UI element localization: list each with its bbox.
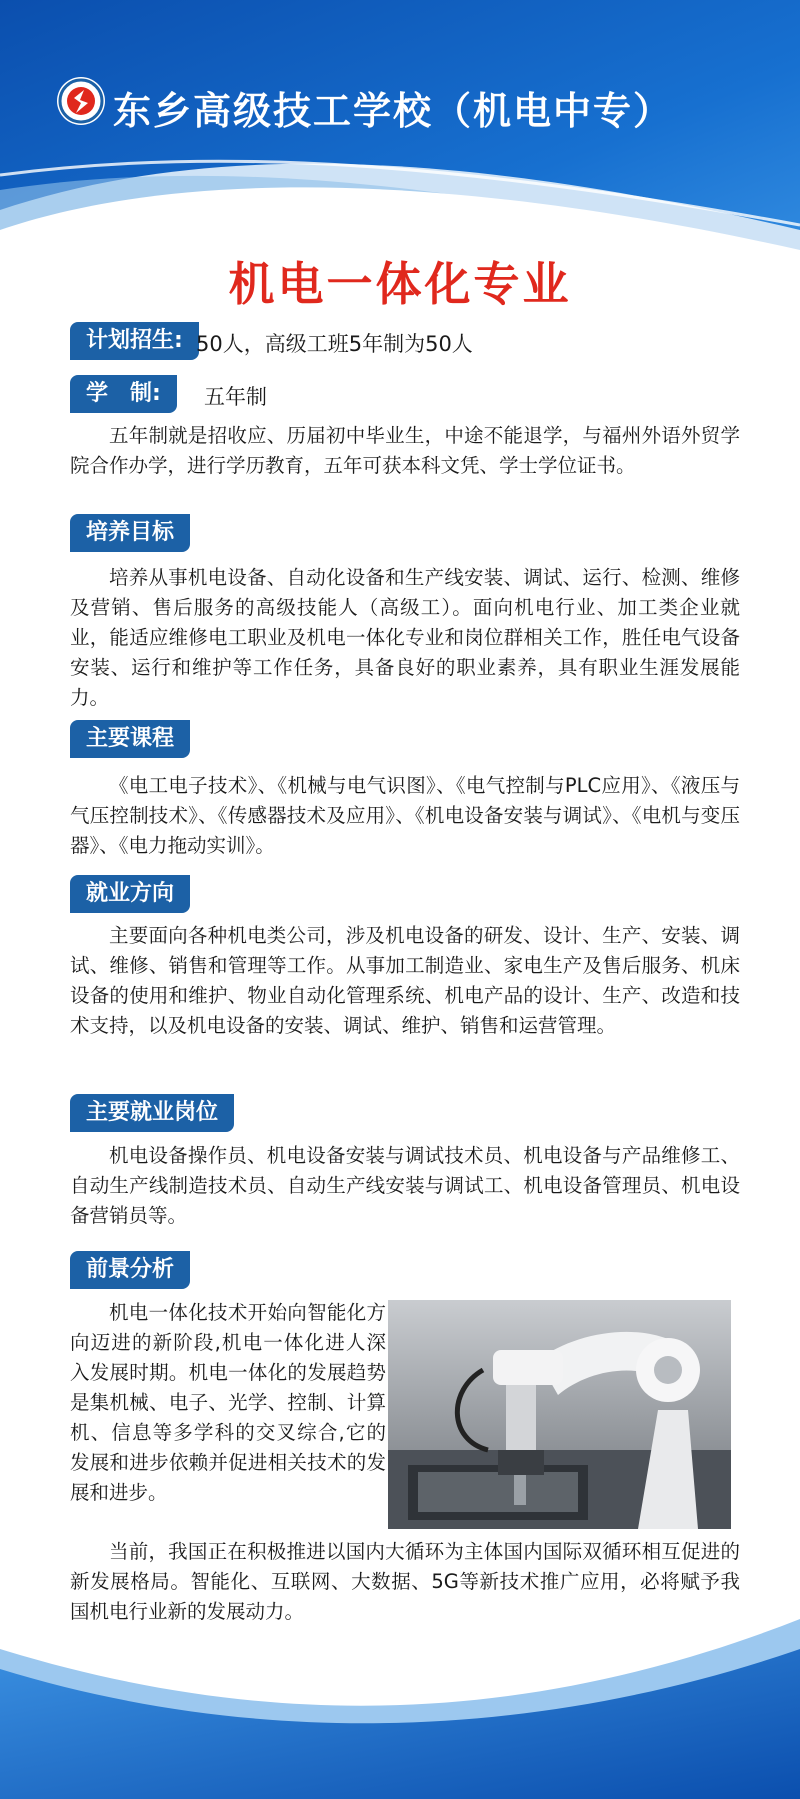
prospect-text-1: 机电一体化技术开始向智能化方向迈进的新阶段,机电一体化进人深入发展时期。机电一体化的发展趋势是集机械、电子、光学、控制、计算机、信息等多学科的交叉综合,它的发展和进步依赖并促进相关技术的发展和进步。 xyxy=(70,1301,386,1504)
duration-description: 五年制就是招收应、历届初中毕业生，中途不能退学，与福州外语外贸学院合作办学，进行学历教育，五年可获本科文凭、学士学位证书。 xyxy=(70,424,740,477)
goal-label: 培养目标 xyxy=(70,514,190,552)
duration-label: 学 制: xyxy=(70,375,177,413)
industrial-robot-image xyxy=(388,1300,731,1529)
duration-value: 五年制 xyxy=(204,385,267,409)
jobs-label: 主要就业岗位 xyxy=(70,1094,234,1132)
prospect-text-2: 当前，我国正在积极推进以国内大循环为主体国内国际双循环相互促进的新发展格局。智能化、互联网、大数据、5G等新技术推广应用，必将赋予我国机电行业新的发展动力。 xyxy=(70,1540,740,1623)
courses-text: 《电工电子技术》、《机械与电气识图》、《电气控制与PLC应用》、《液压与气压控制技术》、《传感器技术及应用》、《机电设备安装与调试》、《电机与变压器》、《电力拖动实训》。 xyxy=(70,774,740,857)
school-emblem-icon xyxy=(56,76,106,126)
enrollment-label: 计划招生: xyxy=(70,322,199,360)
prospect-label: 前景分析 xyxy=(70,1251,190,1289)
goal-text: 培养从事机电设备、自动化设备和生产线安装、调试、运行、检测、维修及营销、售后服务的高级技能人（高级工）。面向机电行业、加工类企业就业，能适应维修电工职业及机电一体化专业和岗位群相关工作，胜任电气设备安装、运行和维护等工作任务，具备良好的职业素养，具有职业生涯发展能力。 xyxy=(70,566,740,709)
jobs-text: 机电设备操作员、机电设备安装与调试技术员、机电设备与产品维修工、自动生产线制造技术员、自动生产线安装与调试工、机电设备管理员、机电设备营销员等。 xyxy=(70,1144,740,1227)
career-label: 就业方向 xyxy=(70,875,190,913)
school-name: 东乡高级技工学校（机电中专） xyxy=(113,89,674,133)
career-text: 主要面向各种机电类公司，涉及机电设备的研发、设计、生产、安装、调试、维修、销售和管理等工作。从事加工制造业、家电生产及售后服务、机床设备的使用和维护、物业自动化管理系统、机电产品的设计、生产、改造和技术支持，以及机电设备的安装、调试、维护、销售和运营管理。 xyxy=(70,924,740,1037)
courses-label: 主要课程 xyxy=(70,720,190,758)
page-title: 机电一体化专业 xyxy=(228,257,572,311)
enrollment-value: 50人，高级工班5年制为50人 xyxy=(196,332,473,356)
